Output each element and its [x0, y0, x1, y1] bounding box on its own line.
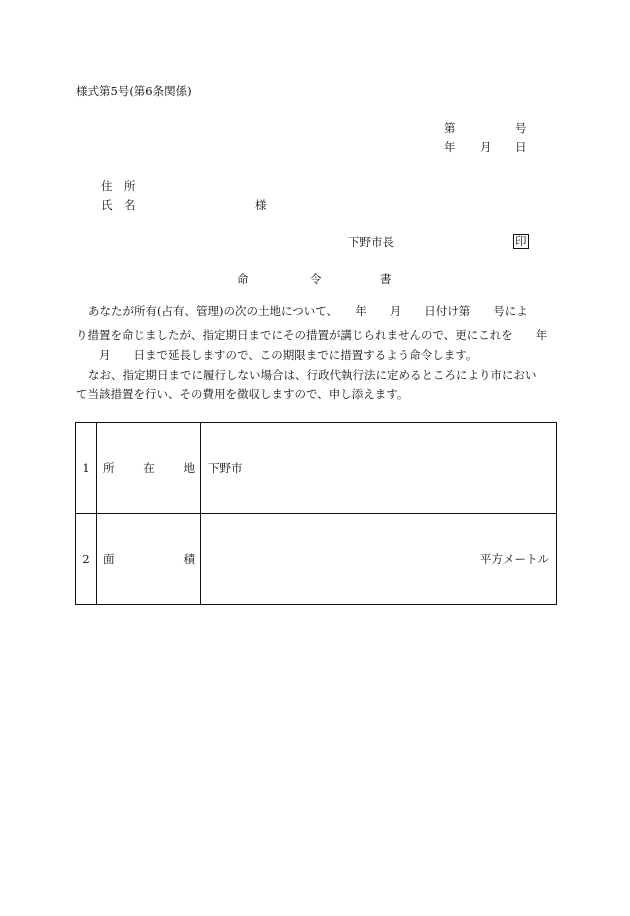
name-label-1: 氏	[101, 198, 113, 212]
label-char: 所	[103, 461, 115, 475]
form-number: 様式第5号(第6条関係)	[76, 84, 192, 98]
row-label-location	[97, 423, 201, 514]
table-row	[76, 514, 557, 605]
address-label-1: 住	[101, 179, 113, 193]
date-month: 月	[480, 140, 492, 154]
body-line-3: 月 日まで延長しますので、この期限までに措置するよう命令します。	[76, 348, 478, 362]
row-value-location: 下野市	[201, 423, 557, 514]
land-table	[75, 422, 557, 605]
label-char: 地	[183, 461, 195, 475]
table-row	[76, 423, 557, 514]
honorific: 様	[255, 198, 267, 212]
document-number-suffix: 号	[515, 121, 527, 135]
seal-icon: 印	[515, 234, 527, 248]
name-label-2: 名	[124, 198, 136, 212]
issuer-title: 下野市長	[348, 235, 394, 249]
row-value-area: 平方メートル	[201, 514, 557, 605]
row-label-area	[97, 514, 201, 605]
body-line-1: あなたが所有(占有、管理)の次の土地について、 年 月 日付け第 号によ	[88, 304, 528, 318]
doc-title-char-2: 令	[310, 272, 322, 286]
label-char: 面	[103, 552, 115, 566]
doc-title-char-3: 書	[380, 272, 392, 286]
row-number: 1	[76, 423, 97, 514]
label-char: 在	[143, 461, 155, 475]
date-year: 年	[444, 140, 456, 154]
date-day: 日	[515, 140, 527, 154]
row-number: 2	[76, 514, 97, 605]
doc-title-char-1: 命	[237, 272, 249, 286]
body-line-4: なお、指定期日までに履行しない場合は、行政代執行法に定めるところにより市におい	[88, 368, 537, 382]
body-line-2: り措置を命じましたが、指定期日までにその措置が講じられませんので、更にこれを 年	[76, 328, 548, 342]
seal-mark	[513, 234, 529, 249]
document-number-prefix: 第	[444, 121, 456, 135]
label-char: 積	[183, 552, 195, 566]
body-line-5: て当該措置を行い、その費用を徴収しますので、申し添えます。	[76, 387, 409, 401]
address-label-2: 所	[124, 179, 136, 193]
